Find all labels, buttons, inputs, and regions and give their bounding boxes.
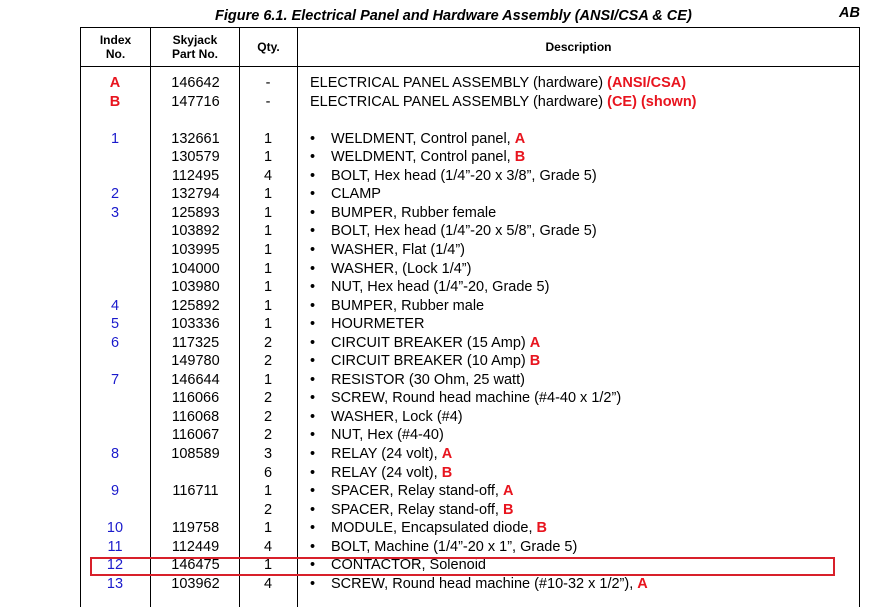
bullet-icon: •	[310, 149, 316, 166]
part-number-cell: 103336	[171, 316, 220, 333]
description-text: BOLT, Hex head (1/4”-20 x 3/8”, Grade 5)	[331, 167, 597, 184]
part-number-cell: 116067	[171, 427, 220, 444]
index-cell: 2	[110, 186, 120, 203]
header-description: Description	[545, 40, 612, 54]
bullet-icon: •	[310, 279, 316, 296]
description-text: NUT, Hex (#4-40)	[331, 427, 444, 444]
description-text: RELAY (24 volt),	[331, 446, 442, 462]
bullet-icon: •	[310, 204, 316, 221]
part-number-cell: 117325	[171, 334, 220, 351]
description-cell	[310, 148, 525, 167]
quantity-cell: 2	[263, 427, 273, 444]
part-number-cell: 132661	[171, 130, 220, 147]
bullet-icon: •	[310, 167, 316, 184]
description-text: WASHER, Flat (1/4”)	[331, 241, 466, 258]
description-cell	[310, 222, 597, 241]
part-number-cell: 108589	[171, 446, 220, 462]
bullet-icon: •	[310, 316, 316, 333]
quantity-cell: 2	[263, 353, 273, 370]
description-text: NUT, Hex head (1/4”-20, Grade 5)	[331, 279, 550, 296]
index-cell: 12	[106, 557, 124, 574]
table-row	[81, 482, 859, 501]
part-number-cell: 112449	[171, 538, 220, 555]
description-text: CLAMP	[331, 186, 381, 203]
index-cell: 6	[110, 334, 120, 351]
part-number-cell: 103962	[171, 575, 220, 592]
quantity-cell: 1	[263, 520, 273, 537]
bullet-icon: •	[310, 557, 316, 574]
header-part-line1: Skyjack	[172, 33, 218, 47]
description-cell	[310, 204, 496, 223]
quantity-cell: 1	[263, 149, 273, 166]
bullet-icon: •	[310, 501, 316, 518]
bullet-icon: •	[310, 130, 316, 147]
table-row	[81, 334, 859, 353]
quantity-cell: 2	[263, 334, 273, 351]
variant-tag: B	[514, 149, 526, 166]
description-text: CIRCUIT BREAKER (10 Amp)	[331, 353, 530, 370]
variant-tag: A	[502, 483, 514, 500]
table-row	[81, 260, 859, 279]
description-text: ELECTRICAL PANEL ASSEMBLY (hardware)	[310, 93, 608, 110]
variant-tag: (ANSI/CSA)	[607, 75, 687, 91]
quantity-cell: -	[265, 93, 271, 110]
description-text: CONTACTOR, Solenoid	[331, 557, 486, 574]
description-cell	[310, 426, 444, 445]
bullet-icon: •	[310, 186, 316, 203]
table-row	[81, 93, 859, 112]
bullet-icon: •	[310, 390, 316, 407]
description-cell	[310, 278, 549, 297]
part-number-cell: 146475	[171, 557, 220, 574]
variant-tag: B	[502, 501, 514, 518]
description-cell	[310, 371, 525, 390]
index-cell: B	[109, 93, 121, 110]
quantity-cell: 3	[263, 446, 273, 462]
part-number-cell: 116068	[171, 408, 220, 425]
description-text: RELAY (24 volt),	[331, 464, 442, 481]
description-cell	[310, 185, 381, 204]
variant-tag: B	[441, 464, 453, 481]
description-text: BUMPER, Rubber female	[331, 204, 497, 221]
quantity-cell: 4	[263, 167, 273, 184]
part-number-cell: 132794	[171, 186, 220, 203]
table-row	[81, 501, 859, 520]
table-row	[81, 74, 859, 93]
quantity-cell: 6	[263, 464, 273, 481]
bullet-icon: •	[310, 371, 316, 388]
table-row	[81, 222, 859, 241]
part-number-cell: 116711	[172, 483, 219, 500]
table-row	[81, 278, 859, 297]
part-number-cell: 103892	[171, 223, 220, 240]
description-cell	[310, 482, 513, 501]
bullet-icon: •	[310, 241, 316, 258]
header-part-number	[151, 28, 239, 66]
table-row	[81, 538, 859, 557]
quantity-cell: 1	[263, 204, 273, 221]
part-number-cell: 146644	[171, 371, 220, 388]
bullet-icon: •	[310, 446, 316, 462]
description-cell	[310, 297, 484, 316]
quantity-cell: 1	[263, 483, 273, 500]
header-index-line2: No.	[105, 47, 126, 61]
bullet-icon: •	[310, 334, 316, 351]
description-cell	[310, 501, 513, 520]
part-number-cell: 147716	[171, 93, 220, 110]
table-row	[81, 167, 859, 186]
quantity-cell: 1	[263, 260, 273, 277]
description-cell	[310, 93, 697, 112]
bullet-icon: •	[310, 223, 316, 240]
quantity-cell: 1	[263, 371, 273, 388]
index-cell: 5	[110, 316, 120, 333]
description-text: SCREW, Round head machine (#10-32 x 1/2”),	[331, 575, 638, 592]
document-code: AB	[839, 5, 860, 21]
bullet-icon: •	[310, 427, 316, 444]
index-cell: 3	[110, 204, 120, 221]
description-cell	[310, 130, 525, 149]
description-cell	[310, 464, 452, 483]
description-text: ELECTRICAL PANEL ASSEMBLY (hardware)	[310, 75, 608, 91]
table-row	[81, 575, 859, 594]
part-number-cell: 119758	[171, 520, 220, 537]
table-row	[81, 426, 859, 445]
bullet-icon: •	[310, 353, 316, 370]
quantity-cell: 1	[263, 223, 273, 240]
description-cell	[310, 260, 471, 279]
table-row	[81, 185, 859, 204]
bullet-icon: •	[310, 520, 316, 537]
table-row	[81, 408, 859, 427]
bullet-icon: •	[310, 464, 316, 481]
bullet-icon: •	[310, 575, 316, 592]
table-row	[81, 204, 859, 223]
index-cell: 7	[110, 371, 120, 388]
quantity-cell: 1	[263, 241, 273, 258]
table-row	[81, 148, 859, 167]
part-number-cell: 125893	[171, 204, 220, 221]
index-cell: 11	[107, 538, 123, 555]
part-number-cell: 104000	[171, 260, 220, 277]
bullet-icon: •	[310, 408, 316, 425]
index-cell: 9	[110, 483, 120, 500]
description-text: SPACER, Relay stand-off,	[331, 483, 503, 500]
part-number-cell: 116066	[171, 390, 220, 407]
description-cell	[310, 334, 540, 353]
index-cell: 10	[106, 520, 124, 537]
description-cell	[310, 241, 465, 260]
variant-tag: A	[514, 130, 526, 147]
index-cell: 4	[110, 297, 120, 314]
variant-tag: A	[529, 334, 541, 351]
description-cell	[310, 519, 547, 538]
quantity-cell: 1	[263, 557, 273, 574]
description-text: CIRCUIT BREAKER (15 Amp)	[331, 334, 530, 351]
quantity-cell: -	[265, 75, 271, 91]
quantity-cell: 1	[263, 279, 273, 296]
index-cell: 13	[106, 575, 124, 592]
description-cell	[310, 352, 540, 371]
table-row	[81, 297, 859, 316]
table-row	[81, 111, 859, 130]
variant-tag: B	[536, 520, 548, 537]
part-number-cell: 112495	[171, 167, 220, 184]
parts-table	[80, 27, 860, 607]
bullet-icon: •	[310, 260, 316, 277]
header-index-line1: Index	[99, 33, 132, 47]
table-row	[81, 241, 859, 260]
description-cell	[310, 167, 597, 186]
table-row	[81, 519, 859, 538]
quantity-cell: 2	[263, 408, 273, 425]
description-text: WASHER, Lock (#4)	[331, 408, 463, 425]
variant-tag: (CE) (shown)	[607, 93, 697, 110]
quantity-cell: 1	[263, 297, 273, 314]
index-cell: 1	[110, 130, 120, 147]
bullet-icon: •	[310, 297, 316, 314]
description-text: SCREW, Round head machine (#4-40 x 1/2”)	[331, 390, 622, 407]
description-text: WELDMENT, Control panel,	[331, 149, 515, 166]
quantity-cell: 4	[263, 575, 273, 592]
table-row	[81, 464, 859, 483]
quantity-cell: 2	[263, 390, 273, 407]
index-cell: 8	[110, 446, 120, 462]
description-cell	[310, 74, 686, 93]
description-text: BUMPER, Rubber male	[331, 297, 485, 314]
part-number-cell: 103980	[171, 279, 220, 296]
description-cell	[310, 575, 648, 594]
header-divider	[81, 66, 859, 67]
figure-title: Figure 6.1. Electrical Panel and Hardware Assembly (ANSI/CSA & CE)	[215, 8, 692, 24]
description-text: WELDMENT, Control panel,	[331, 130, 515, 147]
description-cell	[310, 445, 452, 464]
variant-tag: A	[441, 446, 453, 462]
description-text: WASHER, (Lock 1/4”)	[331, 260, 472, 277]
header-index	[81, 28, 150, 66]
bullet-icon: •	[310, 538, 316, 555]
description-cell	[310, 408, 463, 427]
variant-tag: A	[637, 575, 648, 592]
description-cell	[310, 315, 424, 334]
quantity-cell: 2	[263, 501, 273, 518]
table-row	[81, 389, 859, 408]
table-row	[81, 371, 859, 390]
bullet-icon: •	[310, 483, 316, 500]
quantity-cell: 1	[263, 316, 273, 333]
table-row	[81, 315, 859, 334]
header-quantity: Qty.	[257, 40, 280, 54]
description-text: HOURMETER	[331, 316, 425, 333]
header-part-line2: Part No.	[171, 47, 218, 61]
table-row	[81, 130, 859, 149]
quantity-cell: 4	[263, 538, 273, 555]
description-text: BOLT, Hex head (1/4”-20 x 5/8”, Grade 5)	[331, 223, 597, 240]
row-highlight-box	[90, 557, 835, 576]
quantity-cell: 1	[263, 130, 273, 147]
description-text: RESISTOR (30 Ohm, 25 watt)	[331, 371, 525, 388]
index-cell: A	[109, 75, 121, 91]
part-number-cell: 103995	[171, 241, 220, 258]
description-text: BOLT, Machine (1/4”-20 x 1”, Grade 5)	[331, 538, 578, 555]
description-cell	[310, 538, 577, 557]
part-number-cell: 146642	[171, 75, 220, 91]
part-number-cell: 130579	[171, 149, 220, 166]
table-row	[81, 352, 859, 371]
description-text: MODULE, Encapsulated diode,	[331, 520, 537, 537]
part-number-cell: 125892	[171, 297, 220, 314]
description-cell	[310, 389, 621, 408]
quantity-cell: 1	[263, 186, 273, 203]
part-number-cell: 149780	[171, 353, 220, 370]
description-text: SPACER, Relay stand-off,	[331, 501, 503, 518]
variant-tag: B	[529, 353, 541, 370]
table-row	[81, 445, 859, 464]
